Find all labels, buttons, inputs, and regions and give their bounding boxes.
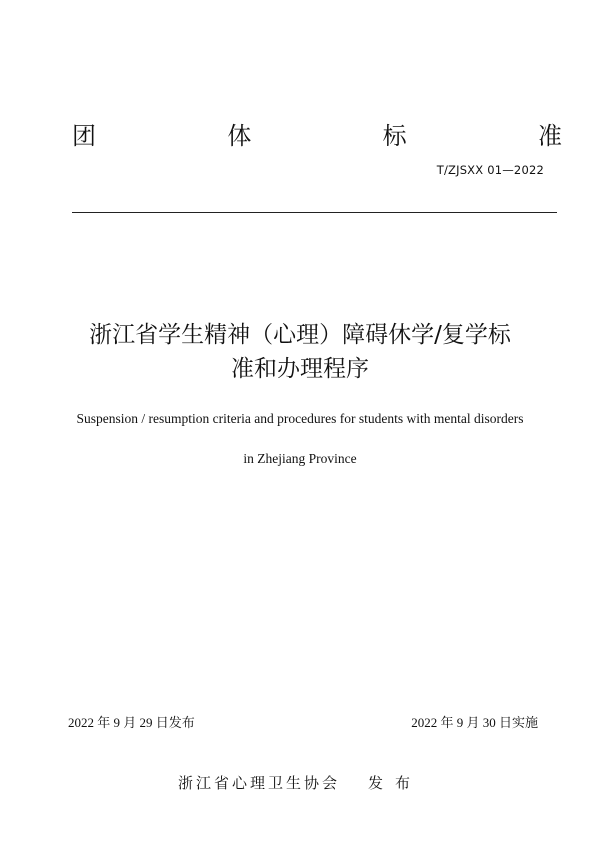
implementation-date: 2022 年 9 月 30 日实施 — [411, 715, 538, 730]
publisher-line — [0, 772, 600, 793]
standard-type-char: 准 — [537, 121, 562, 150]
chinese-title — [50, 318, 550, 386]
header-divider — [72, 212, 557, 213]
publisher-action: 发布 — [368, 774, 423, 792]
english-title-line-2: in Zhejiang Province — [243, 451, 357, 466]
standard-type-char: 体 — [227, 121, 252, 150]
standard-type-heading — [72, 115, 562, 151]
standard-type-char: 团 — [72, 121, 96, 150]
english-title-line-1: Suspension / resumption criteria and procedures for students with mental disorders — [76, 411, 524, 426]
publisher-org: 浙江省心理卫生协会 — [177, 774, 340, 792]
issue-date: 2022 年 9 月 29 日发布 — [68, 715, 195, 730]
standard-type-char: 标 — [382, 121, 407, 150]
chinese-title-line-2: 准和办理程序 — [231, 356, 369, 382]
standard-code: T/ZJSXX 01—2022 — [436, 163, 544, 177]
chinese-title-line-1: 浙江省学生精神（心理）障碍休学/复学标 — [89, 322, 511, 348]
